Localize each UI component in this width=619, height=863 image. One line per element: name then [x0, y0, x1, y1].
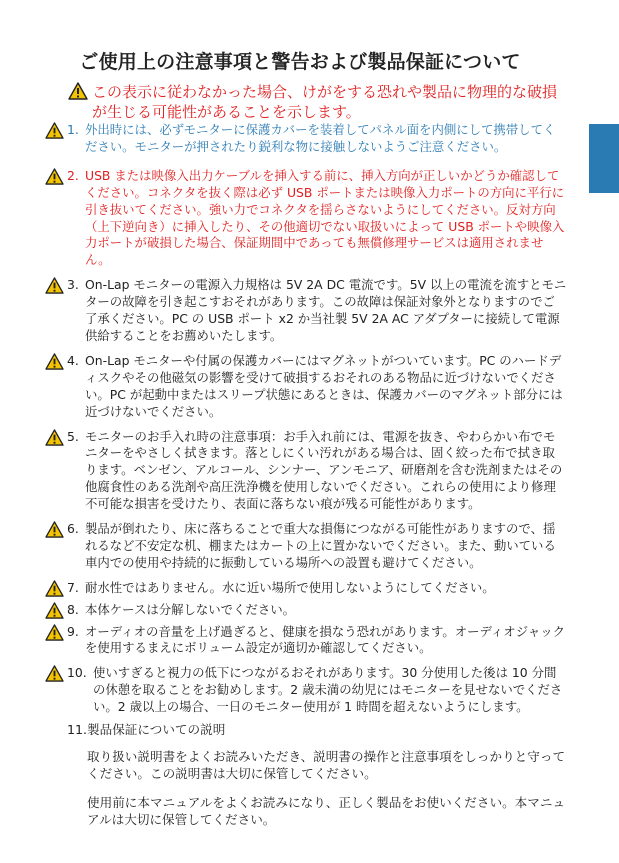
warning-banner: [64, 82, 564, 122]
warning-icon: [45, 122, 64, 139]
warning-icon: [45, 624, 64, 641]
item-number: 6.: [67, 521, 79, 537]
list-item: [45, 122, 567, 156]
warning-banner-text: この表示に従わなかった場合、けがをする恐れや製品に物理的な破損が生じる可能性があることを示します。: [92, 83, 558, 121]
list-item: [45, 353, 567, 421]
item-text: 使いすぎると視力の低下につながるおそれがあります。30 分使用した後は 10 分間の休憩を取ることをお勧めします。2 歳未満の幼児にはモニターを見せないでください。2 歳以上の場合、一日のモニター使用が 1 時間を超えないようにします。: [93, 665, 563, 715]
warning-icon: [68, 82, 88, 100]
item-number: 9.: [67, 623, 79, 639]
warranty-paragraph-2: 使用前に本マニュアルをよくお読みになり、正しく製品をお使いください。本マニュアルは大切に保管してください。: [87, 795, 566, 827]
item-number: 2.: [67, 167, 79, 183]
list-item: [45, 168, 567, 269]
item-text: 本体ケースは分解しないでください。: [85, 601, 296, 617]
caution-list: [45, 122, 567, 721]
item-number: 10.: [67, 665, 87, 681]
page-title: ご使用上の注意事項と警告および製品保証について: [79, 51, 521, 73]
warning-icon: [45, 521, 64, 538]
list-item: [45, 602, 567, 619]
warning-icon: [45, 580, 64, 597]
list-item: [45, 624, 567, 658]
warning-icon: [45, 277, 64, 294]
item-text: モニターのお手入れ時の注意事項：お手入れ前には、電源を抜き、やわらかい布でモニターをやさしく拭きます。落としにくい汚れがある場合は、固く絞った布で拭き取ります。ベンゼン、アルコール、シンナー、アンモニア、研磨剤を含む洗剤またはその他腐食性のある洗剤や高圧洗浄機を使用しないでください。これらの使用により修理不可能な損害を受けたり、表面に落ちない痕が残る可能性があります。: [85, 428, 563, 512]
item-text: 外出時には、必ずモニターに保護カバーを装着してパネル面を内側にして携帯してください。モニターが押されたり鋭利な物に接触しないようご注意ください。: [85, 122, 556, 154]
list-item: [45, 429, 567, 514]
warning-icon: [45, 665, 64, 682]
warning-icon: [45, 602, 64, 619]
list-item: [45, 665, 567, 716]
item-text: On-Lap モニターの電源入力規格は 5V 2A DC 電流です。5V 以上の電流を流すとモニターの故障を引き起こすおそれがあります。この故障は保証対象外となりますのでご了承ください。PC の USB ポート x2 か当社製 5V 2A AC アダプターに接続して電源供給することをお薦めいたします。: [85, 277, 567, 343]
item-number: 4.: [67, 352, 79, 368]
item-number: 7.: [67, 579, 79, 595]
warranty-heading: 11.製品保証についての説明: [67, 722, 226, 737]
item-text: USB または映像入出力ケーブルを挿入する前に、挿入方向が正しいかどうか確認してください。コネクタを抜く際は必ず USB ポートまたは映像入力ポートの方向に平行に引き抜いてください。強い力でコネクタを揺らさないようにしてください。反対方向（上下逆向き）に挿入したり、その他適切でない取扱いによって USB ポートや映像入力ポートが破損した場合、保証期間中であっても無償修理サービスは適用されません。: [85, 167, 565, 268]
warranty-paragraph-1: 取り扱い説明書をよくお読みいただき、説明書の操作と注意事項をしっかりと守ってください。この説明書は大切に保管してください。: [87, 749, 566, 781]
list-item: [45, 580, 567, 597]
item-text: On-Lap モニターや付属の保護カバーにはマグネットがついています。PC のハードディスクやその他磁気の影響を受けて破損するおそれのある物品に近づけないでください。PC が起動中またはスリープ状態にあるときは、保護カバーのマグネット部分には近づけないでください。: [85, 352, 563, 419]
item-number: 3.: [67, 277, 79, 293]
warning-icon: [45, 429, 64, 446]
warranty-section: [67, 721, 567, 828]
list-item: [45, 521, 567, 572]
list-item: [45, 277, 567, 345]
item-number: 8.: [67, 601, 79, 617]
warning-icon: [45, 168, 64, 185]
item-number: 1.: [67, 122, 79, 137]
item-text: 耐水性ではありません。水に近い場所で使用しないようにしてください。: [85, 579, 495, 595]
side-tab-marker: [589, 124, 619, 193]
warning-icon: [45, 353, 64, 370]
item-text: 製品が倒れたり、床に落ちることで重大な損傷につながる可能性がありますので、揺れるなど不安定な机、棚またはカートの上に置かないでください。また、動いている車内での使用や持続的に振動している場所への設置も避けてください。: [85, 521, 556, 570]
item-text: オーディオの音量を上げ過ぎると、健康を損なう恐れがあります。オーディオジャックを使用するまえにボリューム設定が適切か確認してください。: [85, 623, 566, 656]
item-number: 5.: [67, 428, 79, 444]
